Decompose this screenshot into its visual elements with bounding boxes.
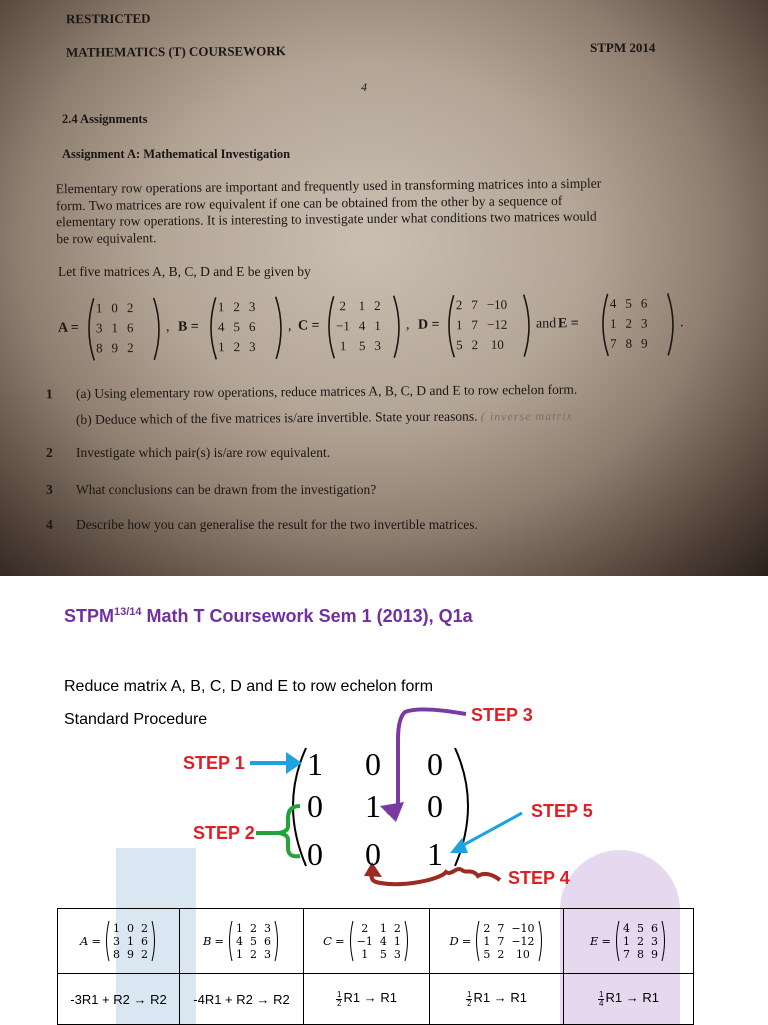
- matrix-entry: 0: [127, 922, 134, 935]
- handwritten-note: ( inverse matrix: [481, 409, 573, 424]
- restricted-label: RESTRICTED: [66, 11, 151, 28]
- matrix-variable: A: [80, 934, 88, 948]
- matrix-entry: 3: [249, 299, 256, 315]
- fraction-numerator: 1: [466, 991, 472, 1000]
- matrix-entry: 1: [358, 788, 388, 825]
- matrix-label: E =: [558, 316, 579, 332]
- matrix-entry: 2: [141, 922, 148, 935]
- question-text: What conclusions can be drawn from the investigation?: [76, 482, 376, 497]
- section-heading: 2.4 Assignments: [62, 112, 147, 127]
- table-operation-row: [58, 974, 694, 1025]
- paragraph-line: elementary row operations. It is interesting to investigate under what conditions two matrices would: [56, 208, 678, 231]
- matrix-entry: 7: [471, 317, 478, 333]
- matrix-entry: 10: [511, 948, 534, 961]
- matrix-entry: 2: [625, 316, 632, 332]
- fraction-numerator: 1: [336, 991, 342, 1000]
- matrix-grid: [336, 298, 381, 354]
- matrix-entry: 3: [249, 339, 256, 355]
- operation-text: R1 → R1: [343, 990, 396, 1005]
- matrix-entry: 2: [483, 922, 490, 935]
- matrix-entry: 5: [456, 337, 463, 353]
- matrix-entry: 9: [651, 948, 658, 961]
- matrix-entry: 5: [233, 319, 240, 335]
- matrix-entry: 6: [249, 319, 256, 335]
- matrix-entry: 6: [141, 935, 148, 948]
- matrix-entry: 1: [218, 339, 225, 355]
- title-rest: Math T Coursework Sem 1 (2013), Q1a: [142, 606, 473, 626]
- matrix-entry: 10: [487, 337, 507, 353]
- question-text: (b) Deduce which of the five matrices is/are invertible. State your reasons.: [76, 409, 478, 428]
- matrix-label: D =: [418, 317, 440, 333]
- matrix-entry: 8: [113, 948, 120, 961]
- matrix-entry: 0: [420, 788, 450, 825]
- matrix-entry: 2: [233, 299, 240, 315]
- matrix-entry: 9: [112, 340, 119, 356]
- matrix-entry: 2: [456, 297, 463, 313]
- matrix-entry: 1: [610, 316, 617, 332]
- matrix-entry: 6: [651, 922, 658, 935]
- matrix-entry: 1: [483, 935, 490, 948]
- matrix-bracket: [474, 920, 480, 962]
- matrix-entry: 3: [394, 948, 401, 961]
- step4-label: STEP 4: [508, 868, 570, 889]
- matrix-entry: 1: [456, 317, 463, 333]
- left-bracket: [324, 294, 337, 360]
- matrix-entry: 1: [236, 948, 243, 961]
- matrix-separator: ,: [406, 318, 410, 334]
- matrix-bracket: [348, 920, 354, 962]
- matrix-grid: [113, 922, 148, 961]
- matrix-entry: 8: [637, 948, 644, 961]
- matrix-label: B =: [178, 319, 199, 335]
- matrix-entry: 6: [264, 935, 271, 948]
- matrix-grid: [96, 300, 134, 356]
- typeset-matrix: [590, 920, 667, 962]
- matrix-entry: 3: [651, 935, 658, 948]
- table-cell-operation: [180, 974, 304, 1025]
- step3-label: STEP 3: [471, 705, 533, 726]
- assignment-heading: Assignment A: Mathematical Investigation: [62, 147, 290, 162]
- matrix-entry: 4: [623, 922, 630, 935]
- matrix-entry: 7: [497, 935, 504, 948]
- matrix-entry: 1: [357, 948, 373, 961]
- matrix-entry: 4: [380, 935, 387, 948]
- procedure-label: Standard Procedure: [64, 711, 207, 729]
- question-number: 3: [46, 482, 76, 498]
- matrix-grid: [623, 922, 658, 961]
- question-number: 4: [46, 517, 76, 533]
- matrix-entry: 1: [127, 935, 134, 948]
- matrix-entry: 0: [358, 836, 388, 873]
- fraction-denominator: 2: [336, 1000, 342, 1008]
- exam-label: STPM 2014: [590, 40, 655, 56]
- matrix-entry: 2: [127, 340, 134, 356]
- right-bracket: [522, 293, 535, 359]
- identity-matrix: [296, 740, 476, 872]
- question-text: (a) Using elementary row operations, reduce matrices A, B, C, D and E to row echelon form.: [76, 382, 577, 401]
- paragraph-line: be row equivalent.: [56, 224, 678, 247]
- matrix-entry: 1: [380, 922, 387, 935]
- matrix-entry: 2: [250, 922, 257, 935]
- table-matrix-row: [58, 909, 694, 974]
- matrix-bracket: [614, 920, 620, 962]
- matrix-separator: ,: [288, 319, 292, 335]
- step2-label: STEP 2: [193, 823, 255, 844]
- matrix-entry: 2: [234, 339, 241, 355]
- row-operations-table: [57, 908, 694, 1025]
- matrix-entry: 2: [250, 948, 257, 961]
- step1-label: STEP 1: [183, 753, 245, 774]
- given-matrices: [58, 293, 679, 366]
- typeset-matrix: [323, 920, 410, 962]
- matrix-entry: 1: [336, 338, 350, 354]
- question-3: [46, 482, 376, 498]
- right-bracket: [274, 295, 287, 361]
- matrix-label: A =: [58, 321, 79, 337]
- matrix-entry: 2: [336, 298, 350, 314]
- matrix-separator: ,: [166, 320, 170, 336]
- matrix-bracket: [661, 920, 667, 962]
- matrix-entry: 0: [111, 300, 118, 316]
- table-cell-operation: [430, 974, 564, 1025]
- matrix-entry: 4: [359, 318, 366, 334]
- operation-text: -4R1 + R2 → R2: [193, 992, 289, 1007]
- matrix-entry: 6: [641, 296, 648, 312]
- question-text: Describe how you can generalise the result for the two invertible matrices.: [76, 517, 478, 532]
- matrix-entry: 7: [610, 336, 617, 352]
- fraction-denominator: 4: [598, 1000, 604, 1008]
- equals-sign: =: [462, 934, 472, 948]
- matrix-entry: 7: [497, 922, 504, 935]
- fraction: [336, 991, 342, 1008]
- matrix-entry: −1: [336, 318, 350, 334]
- table-cell-matrix-a: [58, 909, 180, 974]
- question-4: [46, 517, 478, 533]
- matrix-entry: 2: [357, 922, 373, 935]
- matrix-entry: 5: [483, 948, 490, 961]
- fraction: [466, 991, 472, 1008]
- matrix-entry: 2: [127, 300, 134, 316]
- operation-text: R1 → R1: [473, 990, 526, 1005]
- matrix-entry: 9: [127, 948, 134, 961]
- matrix-entry: 7: [471, 297, 478, 313]
- step5-label: STEP 5: [531, 801, 593, 822]
- matrix-bracket: [404, 920, 410, 962]
- fraction-numerator: 1: [598, 991, 604, 1000]
- matrix-entry: −10: [487, 297, 507, 313]
- matrix-bracket: [227, 920, 233, 962]
- matrix-entry: 3: [113, 935, 120, 948]
- matrix-separator: and: [536, 316, 556, 332]
- matrix-bracket: [104, 920, 110, 962]
- matrix-entry: 0: [420, 746, 450, 783]
- left-bracket: [84, 296, 97, 362]
- right-bracket: [152, 296, 165, 362]
- matrix-entry: 1: [300, 746, 330, 783]
- table-cell-matrix-c: [304, 909, 430, 974]
- matrix-entry: 1: [96, 300, 103, 316]
- operation-text: -3R1 + R2 → R2: [70, 992, 166, 1007]
- matrix-entry: 0: [300, 788, 330, 825]
- table-cell-operation: [304, 974, 430, 1025]
- matrix-grid: [218, 299, 256, 355]
- matrix-separator: .: [680, 315, 684, 331]
- matrix-entry: 1: [623, 935, 630, 948]
- matrix-entry: 2: [141, 948, 148, 961]
- matrix-entry: 3: [641, 316, 648, 332]
- matrix-entry: 1: [113, 922, 120, 935]
- table-cell-operation: [564, 974, 694, 1025]
- matrix-variable: B: [203, 934, 211, 948]
- question-2: [46, 445, 330, 461]
- slide-title: [64, 606, 473, 627]
- matrix-entry: 1: [218, 299, 225, 315]
- operation-text: R1 → R1: [605, 990, 658, 1005]
- paragraph-line: form. Two matrices are row equivalent if one can be obtained from the other by a sequence of: [56, 191, 678, 214]
- title-main: STPM: [64, 606, 114, 626]
- matrix-variable: E: [590, 934, 598, 948]
- matrix-bracket: [151, 920, 157, 962]
- matrix-entry: 1: [236, 922, 243, 935]
- matrix-entry: 5: [625, 296, 632, 312]
- typeset-matrix: [449, 920, 543, 962]
- matrix-entry: 3: [96, 320, 103, 336]
- matrix-entry: 1: [111, 320, 118, 336]
- matrix-entry: 5: [380, 948, 387, 961]
- equals-sign: =: [91, 934, 101, 948]
- matrix-entry: 4: [236, 935, 243, 948]
- matrix-grid: [610, 296, 648, 352]
- matrix-grid: [456, 297, 508, 353]
- matrix-entry: 0: [300, 836, 330, 873]
- right-bracket: [392, 294, 405, 360]
- matrix-entry: 8: [626, 336, 633, 352]
- question-1b: [46, 408, 573, 429]
- table-cell-matrix-d: [430, 909, 564, 974]
- matrix-entry: −12: [487, 317, 507, 333]
- intro-paragraph: [56, 175, 679, 248]
- table-cell-matrix-e: [564, 909, 694, 974]
- question-text: Investigate which pair(s) is/are row equivalent.: [76, 445, 330, 460]
- given-line: Let five matrices A, B, C, D and E be given by: [58, 264, 311, 280]
- matrix-entry: 1: [420, 836, 450, 873]
- table-cell-matrix-b: [180, 909, 304, 974]
- matrix-variable: C: [323, 934, 332, 948]
- matrix-entry: −10: [511, 922, 534, 935]
- course-title: MATHEMATICS (T) COURSEWORK: [66, 43, 286, 61]
- matrix-entry: 9: [641, 336, 648, 352]
- equals-sign: =: [214, 934, 224, 948]
- matrix-grid: [236, 922, 271, 961]
- matrix-entry: 1: [359, 298, 366, 314]
- question-number: 2: [46, 445, 76, 461]
- matrix-entry: 2: [637, 935, 644, 948]
- matrix-entry: 6: [127, 320, 134, 336]
- left-bracket: [598, 292, 611, 358]
- paragraph-line: Elementary row operations are important and frequently used in transforming matrices into a simpler: [56, 175, 678, 198]
- matrix-entry: 2: [472, 337, 479, 353]
- matrix-bracket: [274, 920, 280, 962]
- matrix-entry: 1: [374, 318, 381, 334]
- matrix-entry: 5: [359, 338, 366, 354]
- instruction-line: Reduce matrix A, B, C, D and E to row echelon form: [64, 678, 433, 696]
- matrix-grid: [483, 922, 534, 961]
- matrix-entry: 2: [497, 948, 504, 961]
- matrix-entry: −12: [511, 935, 534, 948]
- matrix-entry: 5: [637, 922, 644, 935]
- matrix-entry: 4: [610, 296, 617, 312]
- matrix-entry: 7: [623, 948, 630, 961]
- question-number: 1: [46, 386, 76, 402]
- typeset-matrix: [80, 920, 157, 962]
- page-number: 4: [361, 80, 367, 95]
- matrix-grid: [357, 922, 401, 961]
- equals-sign: =: [601, 934, 611, 948]
- title-superscript: 13/14: [114, 606, 142, 618]
- matrix-entry: −1: [357, 935, 373, 948]
- fraction: [598, 991, 604, 1008]
- typeset-matrix: [203, 920, 280, 962]
- question-1a: [46, 382, 577, 403]
- matrix-entry: 4: [218, 319, 225, 335]
- matrix-entry: 0: [358, 746, 388, 783]
- fraction-denominator: 2: [466, 1000, 472, 1008]
- left-bracket: [444, 293, 457, 359]
- equals-sign: =: [335, 934, 345, 948]
- matrix-entry: 3: [264, 948, 271, 961]
- table-cell-operation: [58, 974, 180, 1025]
- matrix-entry: 5: [250, 935, 257, 948]
- matrix-entry: 3: [264, 922, 271, 935]
- matrix-entry: 8: [96, 340, 103, 356]
- matrix-variable: D: [449, 934, 458, 948]
- matrix-bracket: [538, 920, 544, 962]
- right-bracket: [666, 291, 679, 357]
- matrix-entry: 2: [374, 298, 381, 314]
- matrix-entry: 1: [394, 935, 401, 948]
- matrix-entry: 2: [394, 922, 401, 935]
- left-bracket: [206, 295, 219, 361]
- matrix-label: C =: [298, 318, 320, 334]
- matrix-entry: 3: [374, 338, 381, 354]
